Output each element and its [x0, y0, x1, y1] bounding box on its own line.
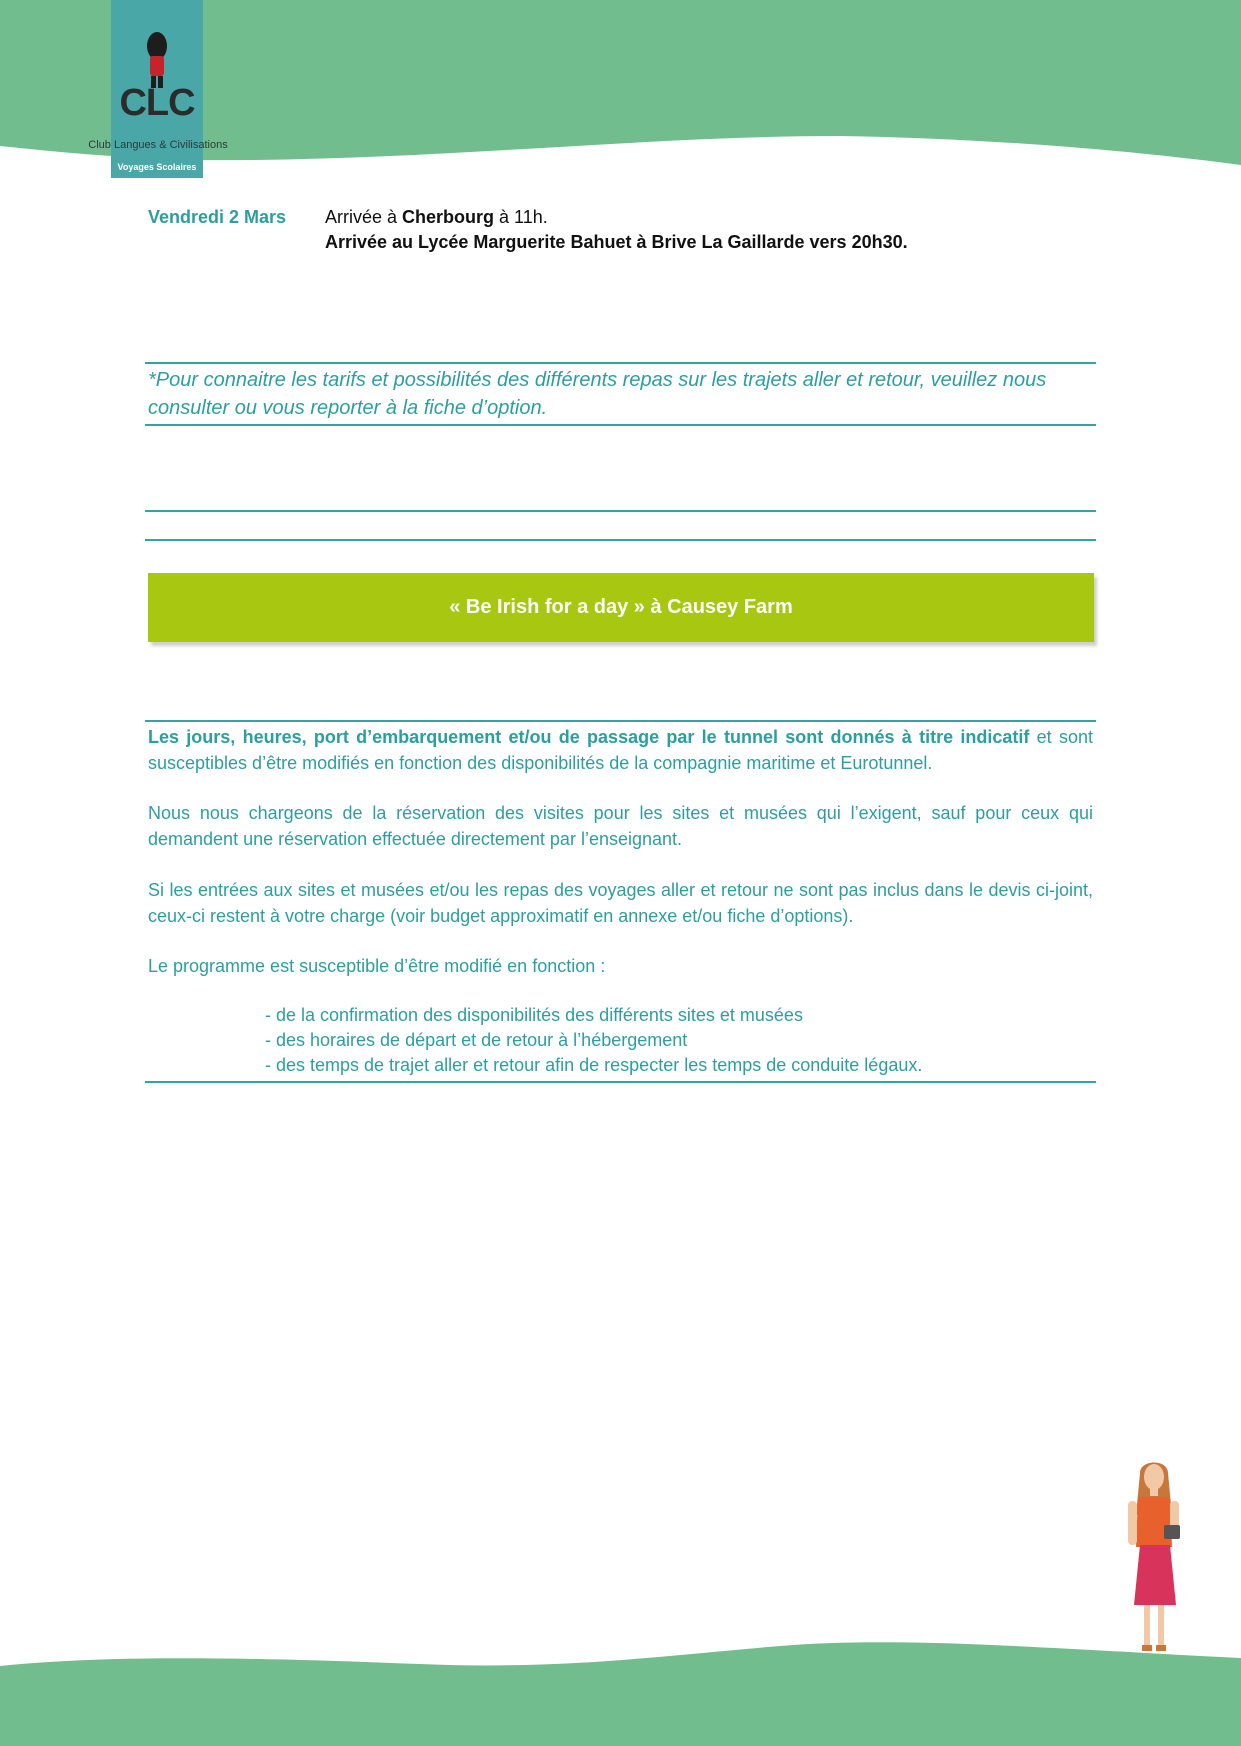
logo-band: Voyages Scolaires — [111, 156, 203, 178]
info-p1-bold: Les jours, heures, port d’embarquement et/ou de passage par le tunnel sont donnés à titre indicatif — [148, 727, 1030, 747]
woman-illustration-icon — [1120, 1455, 1190, 1655]
divider — [145, 424, 1096, 426]
list-item: - de la confirmation des disponibilités des différents sites et musées — [265, 1005, 803, 1025]
itinerary-arrival-line — [325, 207, 548, 228]
itinerary-school-arrival: Arrivée au Lycée Marguerite Bahuet à Brive La Gaillarde vers 20h30. — [325, 232, 908, 252]
meal-note: *Pour connaitre les tarifs et possibilités des différents repas sur les trajets aller et retour, veuillez nous consulter ou vous reporter à la fiche d’option. — [148, 369, 1047, 419]
info-paragraph-3: Si les entrées aux sites et musées et/ou les repas des voyages aller et retour ne sont pas inclus dans le devis ci-joint, ceux-ci restent à votre charge (voir budget approximatif en annexe et/ou fiche d’options). — [148, 880, 1093, 926]
info-paragraph-1 — [148, 724, 1093, 776]
logo-subtitle: Club Langues & Civilisations — [88, 139, 228, 151]
divider — [145, 510, 1096, 512]
divider — [145, 720, 1096, 722]
divider — [145, 1081, 1096, 1083]
list-item: - des horaires de départ et de retour à l’hébergement — [265, 1030, 688, 1050]
arrival-city: Cherbourg — [402, 207, 495, 227]
info-p1-rest: et sont susceptibles d’être modifiés en fonction des disponibilités de la compagnie maritime et Eurotunnel. — [148, 727, 1093, 773]
activity-banner: « Be Irish for a day » à Causey Farm — [148, 573, 1094, 642]
divider — [145, 362, 1096, 364]
list-item: - des temps de trajet aller et retour afin de respecter les temps de conduite légaux. — [265, 1055, 923, 1075]
clc-logo — [88, 0, 228, 178]
itinerary-day: Vendredi 2 Mars — [148, 207, 287, 227]
logo-title: CLC — [119, 82, 195, 124]
divider — [145, 539, 1096, 541]
arrival-prefix: Arrivée à — [325, 207, 403, 227]
info-paragraph-2: Nous nous chargeons de la réservation des visites pour les sites et musées qui l’exigent, sauf pour ceux qui demandent une réservation effectuée directement par l’enseignant. — [148, 803, 1093, 849]
footer-wave — [0, 1636, 1241, 1746]
arrival-suffix: à 11h. — [494, 207, 548, 227]
info-paragraph-4: Le programme est susceptible d’être modifié en fonction : — [148, 956, 606, 976]
guard-figure-icon — [144, 32, 170, 88]
